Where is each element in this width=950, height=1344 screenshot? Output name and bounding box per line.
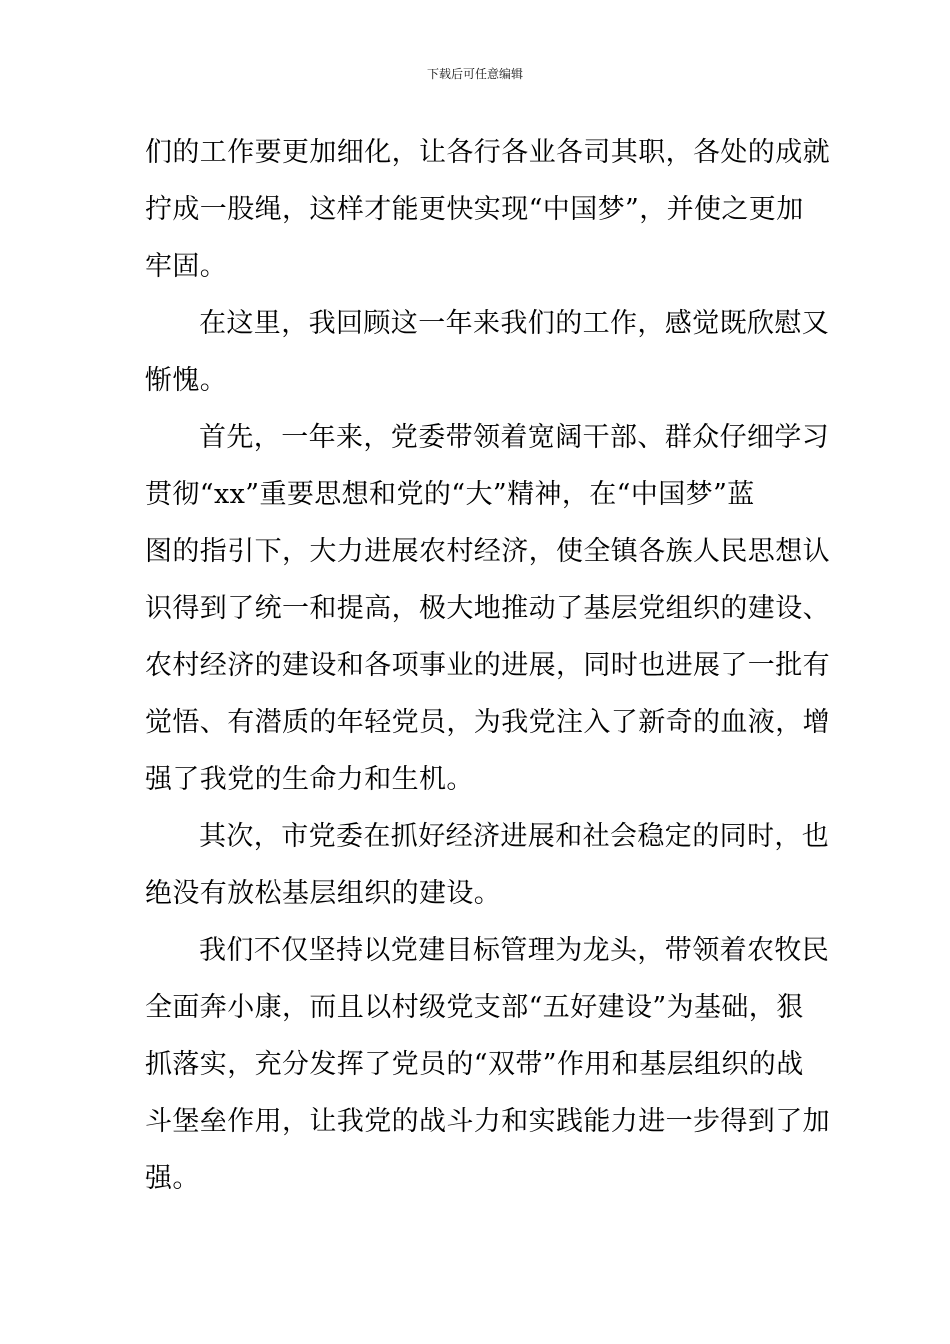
paragraph — [145, 409, 830, 808]
paragraph — [145, 808, 830, 922]
text-line: 们的工作要更加细化，让各行各业各司其职，各处的成就 — [145, 137, 830, 168]
page-header: 下载后可任意编辑 — [426, 67, 523, 81]
text-line: 我们不仅坚持以党建目标管理为龙头，带领着农牧民 — [199, 935, 830, 966]
text-line: 绝没有放松基层组织的建设。 — [145, 878, 502, 909]
text-line: 抓落实，充分发挥了党员的“双带”作用和基层组织的战 — [145, 1049, 804, 1080]
paragraph — [145, 922, 830, 1207]
text-line: 其次，市党委在抓好经济进展和社会稳定的同时，也 — [199, 821, 830, 852]
text-line: 拧成一股绳，这样才能更快实现“中国梦”，并使之更加 — [145, 194, 804, 225]
text-line: 识得到了统一和提高，极大地推动了基层党组织的建设、 — [145, 593, 830, 624]
text-line: 在这里，我回顾这一年来我们的工作，感觉既欣慰又 — [199, 308, 830, 339]
text-line: 牢固。 — [145, 251, 228, 282]
text-line: 贯彻“xx”重要思想和党的“大”精神，在“中国梦”蓝 — [145, 479, 755, 510]
text-line: 首先，一年来，党委带领着宽阔干部、群众仔细学习 — [199, 422, 830, 453]
text-line: 农村经济的建设和各项事业的进展，同时也进展了一批有 — [145, 650, 830, 681]
text-line: 强了我党的生命力和生机。 — [145, 764, 474, 795]
document-body — [145, 124, 830, 1207]
paragraph — [145, 124, 830, 295]
text-line: 斗堡垒作用，让我党的战斗力和实践能力进一步得到了加 — [145, 1106, 830, 1137]
text-line: 强。 — [145, 1163, 200, 1194]
text-line: 觉悟、有潜质的年轻党员，为我党注入了新奇的血液，增 — [145, 707, 830, 738]
text-line: 图的指引下，大力进展农村经济，使全镇各族人民思想认 — [145, 536, 830, 567]
text-line: 全面奔小康，而且以村级党支部“五好建设”为基础，狠 — [145, 992, 804, 1023]
text-line: 惭愧。 — [145, 365, 228, 396]
paragraph — [145, 295, 830, 409]
